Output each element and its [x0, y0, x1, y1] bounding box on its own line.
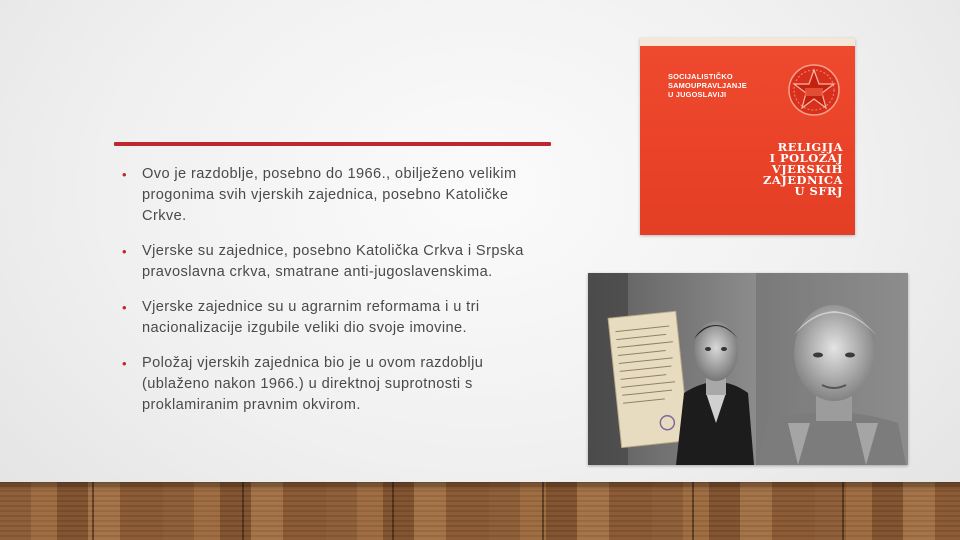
wooden-floor — [0, 482, 960, 540]
bullet-text: Ovo je razdoblje, posebno do 1966., obilježeno velikim progonima svih vjerskih zajednica, posebno Katoličke Crkve. — [142, 166, 517, 224]
book-title-line: I POLOŽAJ — [769, 151, 843, 165]
book-title-line: VJERSKIH — [771, 162, 843, 176]
bullet-item — [120, 241, 540, 283]
bullet-dot-icon: • — [122, 167, 127, 182]
bullet-dot-icon: • — [122, 300, 127, 315]
book-title — [723, 142, 843, 197]
book-title-line: ZAJEDNICA — [763, 173, 843, 187]
bullet-text: Vjerske zajednice su u agrarnim reformama i u tri nacionalizacije izgubile veliki dio svoje imovine. — [142, 299, 480, 336]
bullet-item — [120, 164, 540, 227]
book-publisher-line: SAMOUPRAVLJANJE — [668, 81, 747, 90]
red-star-emblem-icon — [786, 62, 842, 118]
bullet-item — [120, 297, 540, 339]
book-title-line: RELIGIJA — [777, 140, 843, 154]
bullet-dot-icon: • — [122, 356, 127, 371]
bullet-text: Vjerske su zajednice, posebno Katolička Crkva i Srpska pravoslavna crkva, smatrane anti-jugoslavenskima. — [142, 243, 524, 280]
portrait-right — [756, 273, 908, 465]
bullet-dot-icon: • — [122, 244, 127, 259]
bullet-item — [120, 353, 540, 416]
book-publisher-line: U JUGOSLAVIJI — [668, 90, 727, 99]
book-title-line: U SFRJ — [794, 184, 843, 198]
old-document — [608, 311, 689, 447]
book-cover-image — [640, 38, 855, 235]
accent-rule — [114, 142, 551, 146]
book-publisher — [668, 72, 778, 99]
book-publisher-line: SOCIJALISTIČKO — [668, 72, 733, 81]
historical-portraits-photo — [588, 273, 908, 465]
bullet-text: Položaj vjerskih zajednica bio je u ovom razdoblju (ublaženo nakon 1966.) u direktnoj suprotnosti s proklamiranim pravnim okvirom. — [142, 355, 484, 413]
photo-illustration — [588, 273, 908, 465]
bullet-list — [120, 164, 540, 430]
